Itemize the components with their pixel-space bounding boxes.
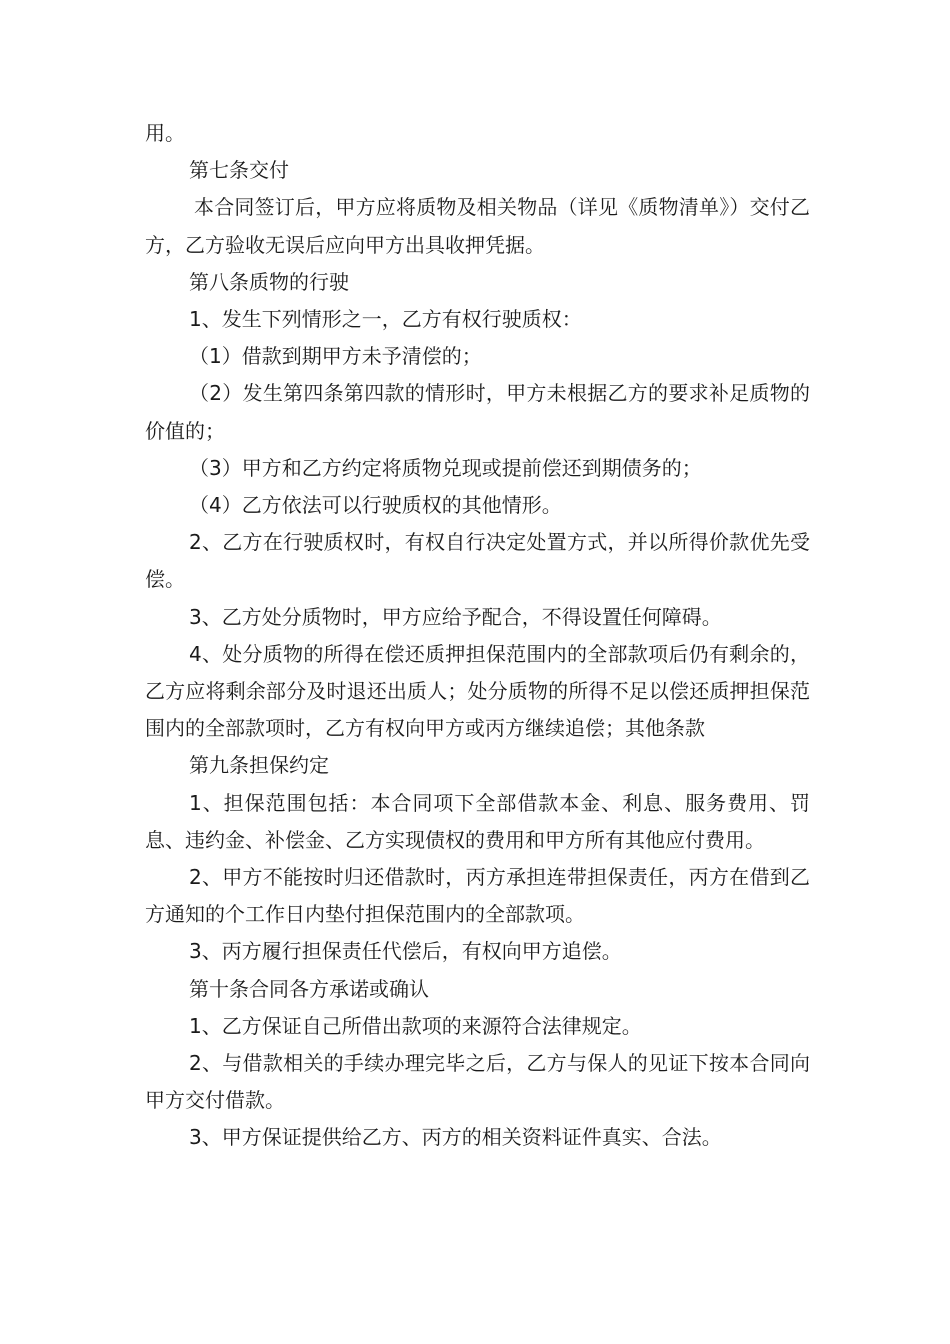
- article-10-clause-2: 2、与借款相关的手续办理完毕之后，乙方与保人的见证下按本合同向甲方交付借款。: [145, 1051, 810, 1113]
- article-8-clause-2: 2、乙方在行驶质权时，有权自行决定处置方式，并以所得价款优先受偿。: [145, 530, 810, 592]
- article-8-clause-1-item-4: （4）乙方依法可以行驶质权的其他情形。: [189, 493, 562, 518]
- article-8-clause-1-item-2: （2）发生第四条第四款的情形时，甲方未根据乙方的要求补足质物的价值的；: [145, 381, 810, 443]
- article-7-heading: 第七条交付: [189, 158, 289, 183]
- article-9-clause-1: 1、担保范围包括：本合同项下全部借款本金、利息、服务费用、罚息、违约金、补偿金、乙方实现债权的费用和甲方所有其他应付费用。: [145, 790, 810, 852]
- article-10-clause-1: 1、乙方保证自己所借出款项的来源符合法律规定。: [189, 1013, 642, 1038]
- article-8-clause-3: 3、乙方处分质物时，甲方应给予配合，不得设置任何障碍。: [189, 604, 722, 629]
- article-9-heading: 第九条担保约定: [189, 753, 329, 778]
- article-8-clause-1-item-1: （1）借款到期甲方未予清偿的；: [189, 344, 482, 369]
- paragraph-continuation: 用。: [145, 121, 185, 145]
- article-8-heading: 第八条质物的行驶: [189, 269, 349, 294]
- article-9-clause-3: 3、丙方履行担保责任代偿后，有权向甲方追偿。: [189, 939, 622, 964]
- document-body: [145, 115, 810, 1157]
- article-8-clause-1-item-3: （3）甲方和乙方约定将质物兑现或提前偿还到期债务的；: [189, 455, 702, 480]
- article-10-clause-3: 3、甲方保证提供给乙方、丙方的相关资料证件真实、合法。: [189, 1125, 722, 1150]
- article-10-heading: 第十条合同各方承诺或确认: [189, 976, 429, 1001]
- article-8-clause-4: 4、处分质物的所得在偿还质押担保范围内的全部款项后仍有剩余的，乙方应将剩余部分及时退还出质人；处分质物的所得不足以偿还质押担保范围内的全部款项时，乙方有权向甲方或丙方继续追偿；其他条款: [145, 641, 810, 741]
- article-7-body: 本合同签订后，甲方应将质物及相关物品（详见《质物清单》）交付乙方，乙方验收无误后应向甲方出具收押凭据。: [145, 195, 810, 257]
- article-9-clause-2: 2、甲方不能按时归还借款时，丙方承担连带担保责任，丙方在借到乙方通知的个工作日内垫付担保范围内的全部款项。: [145, 865, 810, 927]
- article-8-clause-1: 1、发生下列情形之一，乙方有权行驶质权：: [189, 307, 582, 332]
